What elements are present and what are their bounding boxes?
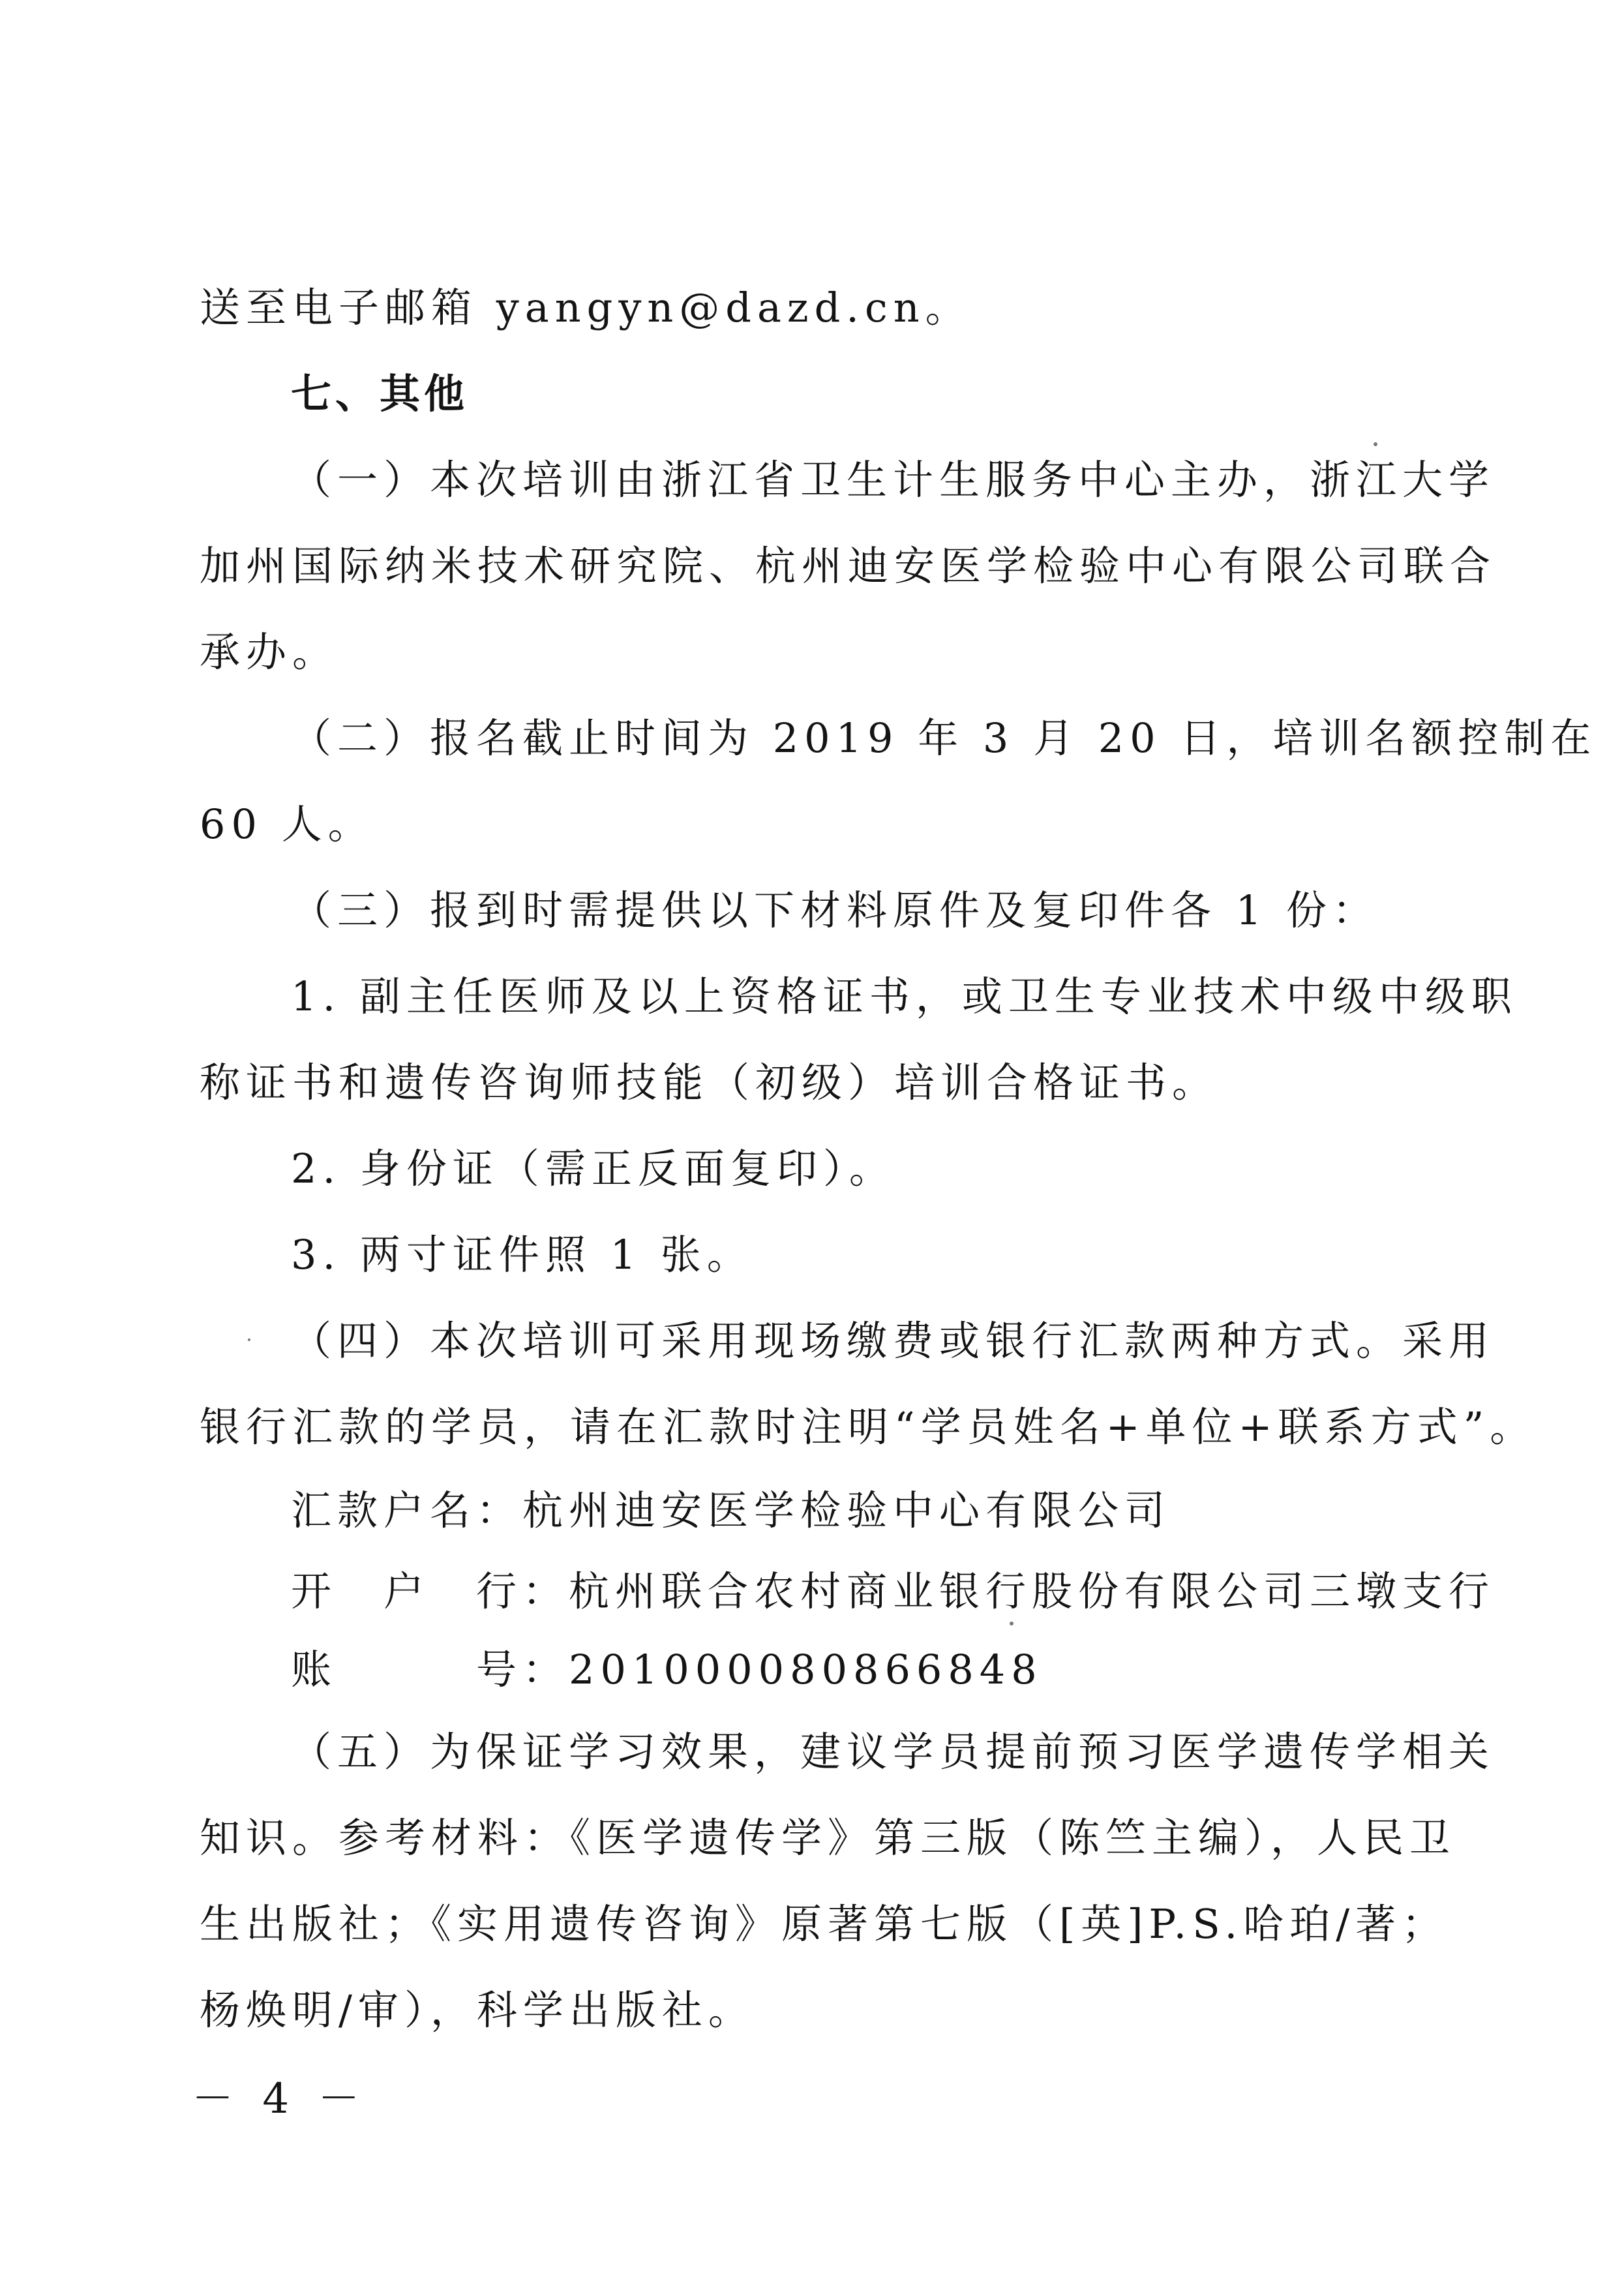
scan-speck <box>248 1338 250 1341</box>
list-item-1-line-2: 称证书和遗传咨询师技能（初级）培训合格证书。 <box>200 1059 1219 1106</box>
paragraph-1-line-1: （一）本次培训由浙江省卫生计生服务中心主办，浙江大学 <box>291 456 1495 504</box>
account-number-line: 账 号：201000080866848 <box>291 1646 1043 1693</box>
paragraph-3-line-1: （三）报到时需提供以下材料原件及复印件各 1 份： <box>291 886 1379 934</box>
paragraph-5-line-2: 知识。参考材料：《医学遗传学》第三版（陈竺主编），人民卫 <box>200 1814 1456 1862</box>
paragraph-2-line-1: （二）报名截止时间为 2019 年 3 月 20 日，培训名额控制在 <box>291 714 1597 762</box>
paragraph-2-line-2: 60 人。 <box>200 800 374 848</box>
scan-speck <box>1010 1622 1014 1625</box>
scan-speck <box>1374 442 1377 446</box>
bank-line: 开 户 行：杭州联合农村商业银行股份有限公司三墩支行 <box>291 1567 1495 1615</box>
paragraph-1-line-2: 加州国际纳米技术研究院、杭州迪安医学检验中心有限公司联合 <box>200 542 1497 590</box>
list-item-2: 2. 身份证（需正反面复印）。 <box>291 1145 895 1192</box>
list-item-3: 3. 两寸证件照 1 张。 <box>291 1231 753 1278</box>
paragraph-4-line-1: （四）本次培训可采用现场缴费或银行汇款两种方式。采用 <box>291 1317 1495 1365</box>
email-line: 送至电子邮箱 yangyn@dazd.cn。 <box>200 284 972 331</box>
page-number: － 4 － <box>192 2075 368 2123</box>
paragraph-1-line-3: 承办。 <box>200 628 339 676</box>
paragraph-5-line-3: 生出版社；《实用遗传咨询》原著第七版（[英]P.S.哈珀/著； <box>200 1900 1449 1948</box>
section-heading-other: 七、其他 <box>291 370 469 417</box>
paragraph-5-line-1: （五）为保证学习效果，建议学员提前预习医学遗传学相关 <box>291 1728 1495 1775</box>
account-name-line: 汇款户名：杭州迪安医学检验中心有限公司 <box>291 1487 1171 1534</box>
paragraph-4-line-2: 银行汇款的学员，请在汇款时注明“学员姓名+单位+联系方式”。 <box>200 1403 1537 1451</box>
list-item-1-line-1: 1. 副主任医师及以上资格证书，或卫生专业技术中级中级职 <box>291 973 1518 1020</box>
paragraph-5-line-4: 杨焕明/审），科学出版社。 <box>200 1986 755 2034</box>
